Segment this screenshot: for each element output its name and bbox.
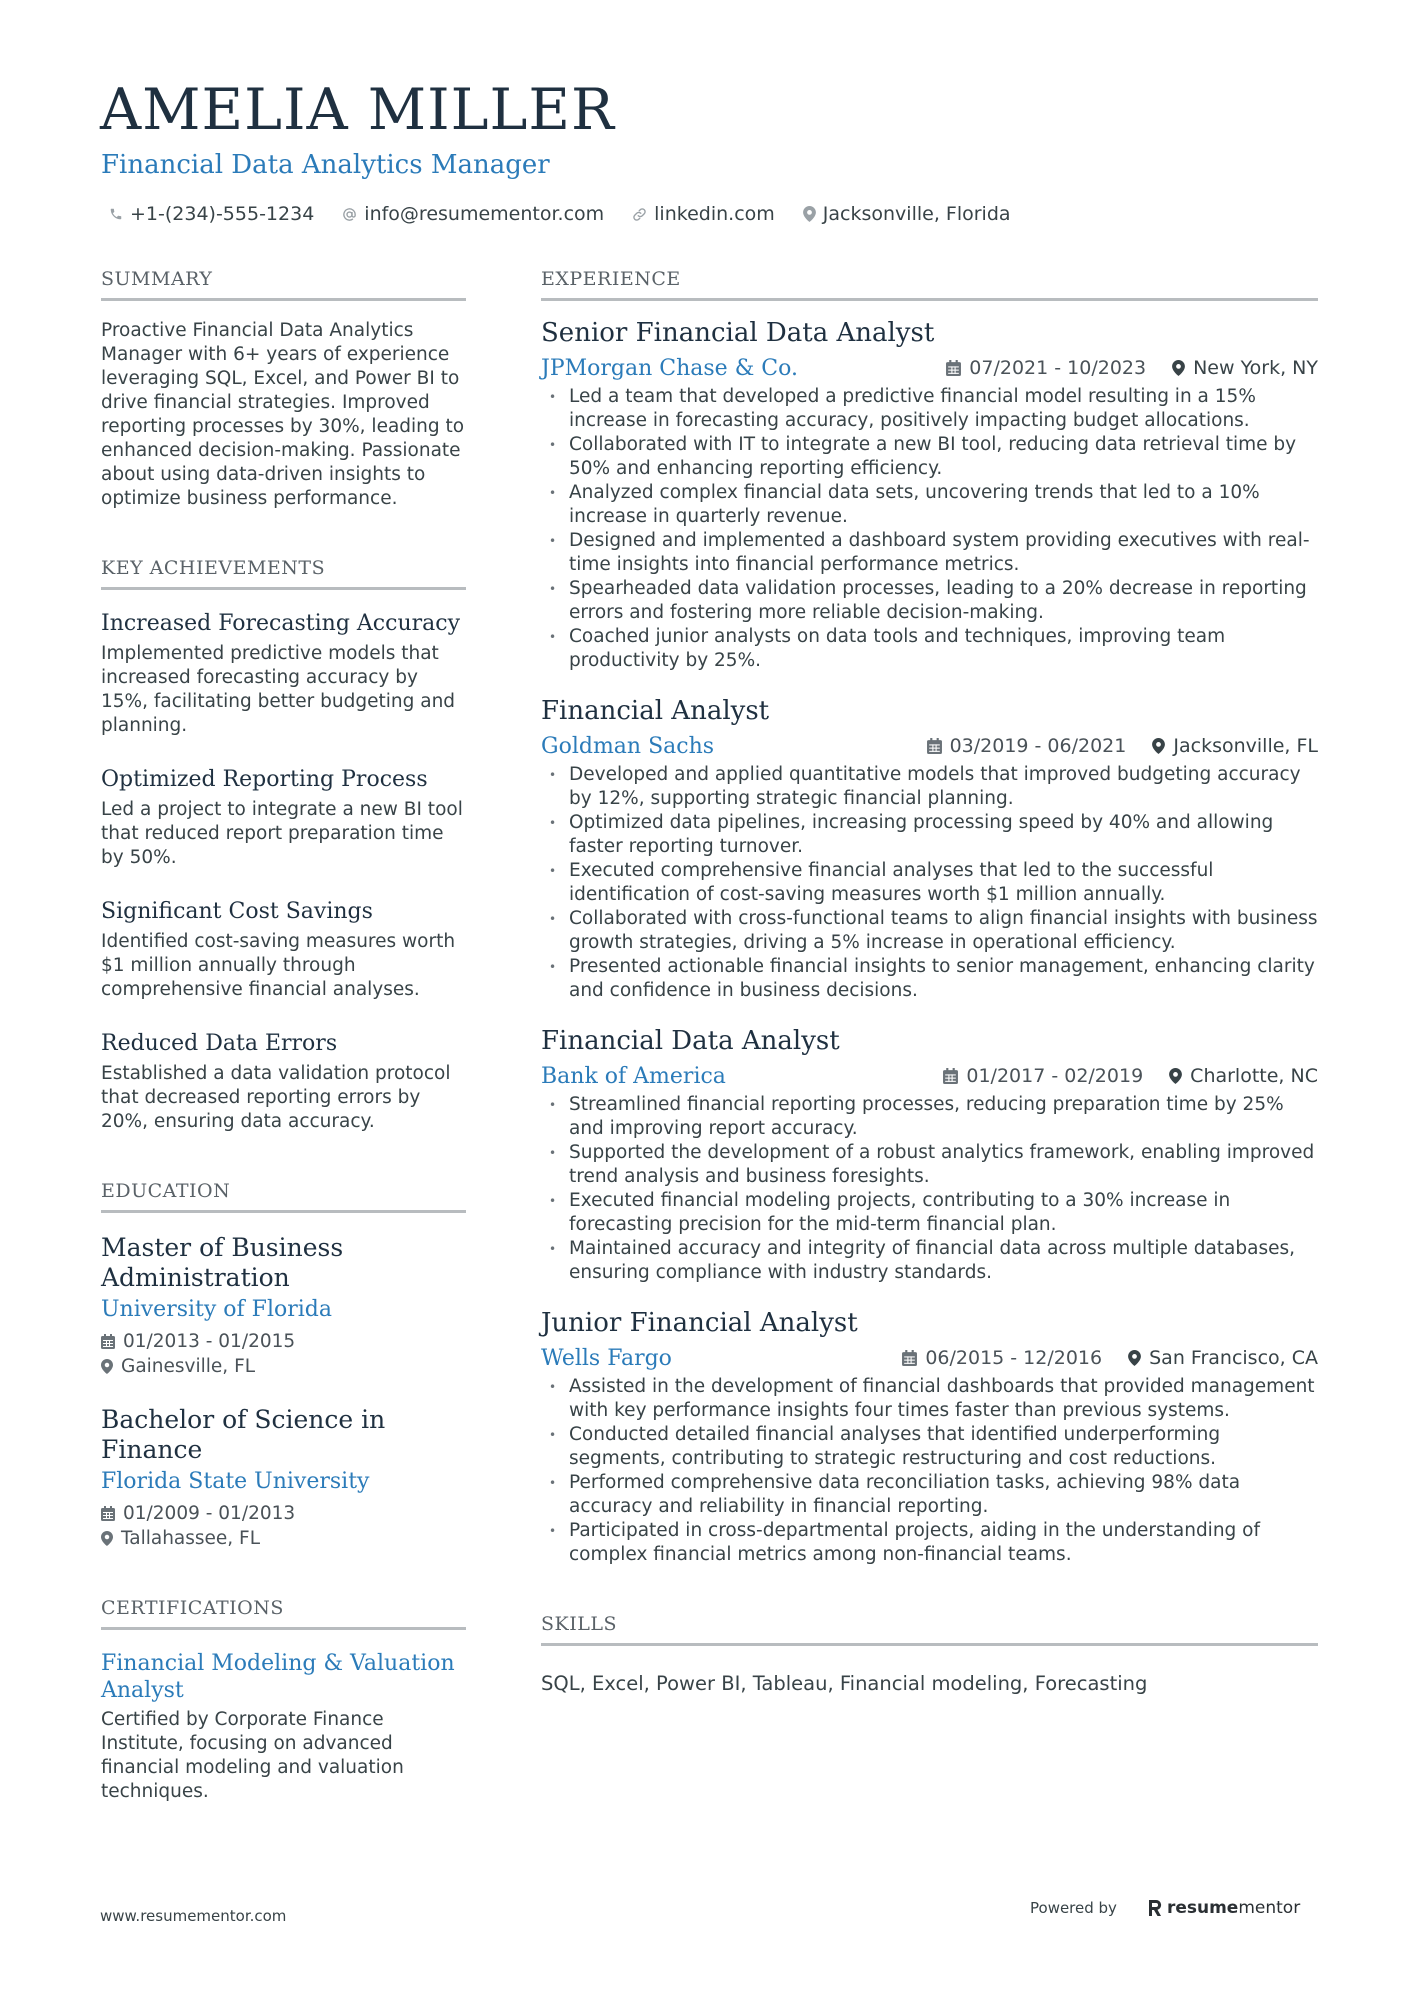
job-bullet: • Designed and implemented a dashboard system providing executives with real-time insights into financial performance metrics.	[541, 529, 1318, 577]
achievement-item	[101, 1030, 466, 1134]
achievement-text: Identified cost-saving measures worth $1 million annually through comprehensive financial analyses.	[101, 931, 456, 1000]
job-bullet: • Assisted in the development of financial dashboards that provided management with key performance insights four times faster than previous systems.	[541, 1375, 1318, 1423]
calendar-icon	[946, 360, 961, 376]
experience-section	[541, 268, 1318, 1567]
summary-text: Proactive Financial Data Analytics Manager with 6+ years of experience leveraging SQL, Excel, and Power BI to drive financial strategies. Improved reporting processes by 30%, leading to enhanced decision-making. Passionate about using data-driven insights to optimize business performance.	[101, 320, 465, 509]
job-meta-row	[541, 1343, 1318, 1373]
job-bullet: • Developed and applied quantitative models that improved budgeting accuracy by 12%, supporting strategic financial planning.	[541, 763, 1318, 811]
job-meta	[946, 357, 1318, 379]
job-dates-text: 06/2015 - 12/2016	[925, 1347, 1103, 1369]
job-location	[1169, 1065, 1318, 1087]
education-dates	[101, 1501, 466, 1526]
job-entry	[541, 1025, 1318, 1285]
powered-by-label: Powered by	[1030, 1899, 1117, 1917]
education-location	[101, 1526, 466, 1551]
map-pin-icon	[1172, 360, 1185, 376]
right-column	[541, 268, 1318, 1696]
achievement-title: Increased Forecasting Accuracy	[101, 611, 460, 636]
contact-location	[803, 203, 1011, 225]
job-dates	[946, 357, 1146, 379]
job-entry	[541, 317, 1318, 673]
job-bullets	[541, 1093, 1318, 1285]
education-heading: EDUCATION	[101, 1180, 466, 1213]
job-bullets	[541, 385, 1318, 673]
job-bullet: • Maintained accuracy and integrity of financial data across multiple databases, ensuring compliance with industry standards.	[541, 1237, 1318, 1285]
job-company: Goldman Sachs	[541, 733, 715, 759]
job-meta	[943, 1065, 1318, 1087]
achievement-title: Reduced Data Errors	[101, 1031, 338, 1056]
job-bullets	[541, 763, 1318, 1003]
job-bullet: • Executed comprehensive financial analyses that led to the successful identification of cost-saving measures worth $1 million annually.	[541, 859, 1318, 907]
education-location	[101, 1354, 466, 1379]
achievements-section	[101, 557, 466, 1134]
map-pin-icon	[1128, 1350, 1141, 1366]
job-location-text: San Francisco, CA	[1149, 1347, 1318, 1369]
calendar-icon	[943, 1068, 958, 1084]
contact-phone[interactable]	[109, 203, 314, 225]
calendar-icon	[927, 738, 942, 754]
left-column	[101, 268, 466, 1804]
candidate-name: AMELIA MILLER	[100, 77, 615, 143]
skills-heading: SKILLS	[541, 1613, 1318, 1646]
brand-name-bold: resume	[1166, 1898, 1239, 1918]
achievement-item	[101, 766, 466, 870]
achievement-item	[101, 610, 466, 738]
certifications-heading: CERTIFICATIONS	[101, 1597, 466, 1630]
job-role: Financial Data Analyst	[541, 1026, 840, 1056]
achievement-text: Established a data validation protocol that decreased reporting errors by 20%, ensuring data accuracy.	[101, 1063, 451, 1132]
job-bullet: • Analyzed complex financial data sets, uncovering trends that led to a 10% increase in quarterly revenue.	[541, 481, 1318, 529]
job-bullet: • Conducted detailed financial analyses that identified underperforming segments, contributing to strategic restructuring and cost reductions.	[541, 1423, 1318, 1471]
email-text: info@resumementor.com	[364, 203, 605, 225]
job-location	[1172, 357, 1318, 379]
job-meta	[902, 1347, 1318, 1369]
achievement-title: Significant Cost Savings	[101, 899, 373, 924]
calendar-icon	[902, 1350, 917, 1366]
education-section	[101, 1180, 466, 1551]
job-dates-text: 03/2019 - 06/2021	[949, 735, 1127, 757]
map-pin-icon	[1169, 1068, 1182, 1084]
job-dates-text: 07/2021 - 10/2023	[969, 357, 1147, 379]
job-bullet: • Coached junior analysts on data tools and techniques, improving team productivity by 25%.	[541, 625, 1318, 673]
job-bullet: • Presented actionable financial insights to senior management, enhancing clarity and confidence in business decisions.	[541, 955, 1318, 1003]
contact-bar	[109, 200, 1039, 228]
resumementor-logo-icon	[1147, 1898, 1163, 1918]
job-location-text: New York, NY	[1193, 357, 1318, 379]
job-bullet: • Supported the development of a robust analytics framework, enabling improved trend analysis and business foresights.	[541, 1141, 1318, 1189]
job-entry	[541, 695, 1318, 1003]
job-bullet: • Led a team that developed a predictive financial model resulting in a 15% increase in forecasting accuracy, positively impacting budget allocations.	[541, 385, 1318, 433]
map-pin-icon	[1152, 738, 1165, 754]
job-role: Financial Analyst	[541, 696, 770, 726]
brand-name-light: mentor	[1238, 1898, 1301, 1918]
job-location	[1128, 1347, 1318, 1369]
education-degree: Master of Business Administration	[101, 1233, 344, 1292]
education-item	[101, 1405, 466, 1551]
brand-logo[interactable]	[1147, 1898, 1300, 1918]
education-dates-text: 01/2013 - 01/2015	[123, 1331, 296, 1352]
job-meta	[927, 735, 1318, 757]
education-school: Florida State University	[101, 1469, 370, 1494]
calendar-icon	[101, 1334, 115, 1349]
job-bullet: • Optimized data pipelines, increasing processing speed by 40% and allowing faster reporting turnover.	[541, 811, 1318, 859]
location-text: Jacksonville, Florida	[822, 203, 1011, 225]
phone-text: +1-(234)-555-1234	[130, 203, 315, 225]
job-dates	[927, 735, 1127, 757]
skills-text: SQL, Excel, Power BI, Tableau, Financial modeling, Forecasting	[541, 1672, 1148, 1695]
job-location-text: Charlotte, NC	[1190, 1065, 1318, 1087]
job-company: Wells Fargo	[541, 1345, 672, 1371]
job-company: JPMorgan Chase & Co.	[541, 355, 798, 381]
job-bullet: • Collaborated with IT to integrate a new BI tool, reducing data retrieval time by 50% and enhancing reporting efficiency.	[541, 433, 1318, 481]
job-dates	[902, 1347, 1102, 1369]
at-icon	[342, 207, 357, 222]
achievement-title: Optimized Reporting Process	[101, 767, 428, 792]
job-role: Junior Financial Analyst	[541, 1308, 858, 1338]
job-meta-row	[541, 353, 1318, 383]
job-bullet: • Spearheaded data validation processes, leading to a 20% decrease in reporting errors and fostering more reliable decision-making.	[541, 577, 1318, 625]
skills-section	[541, 1613, 1318, 1696]
job-bullet: • Participated in cross-departmental projects, aiding in the understanding of complex financial metrics among non-financial teams.	[541, 1519, 1318, 1567]
job-entry	[541, 1307, 1318, 1567]
certification-text: Certified by Corporate Finance Institute, focusing on advanced financial modeling and valuation techniques.	[101, 1709, 404, 1802]
calendar-icon	[101, 1506, 115, 1521]
candidate-title: Financial Data Analytics Manager	[101, 150, 550, 180]
education-dates	[101, 1329, 466, 1354]
education-location-text: Tallahassee, FL	[121, 1528, 261, 1549]
job-bullets	[541, 1375, 1318, 1567]
experience-heading: EXPERIENCE	[541, 268, 1318, 301]
job-location	[1152, 735, 1318, 757]
achievements-heading: KEY ACHIEVEMENTS	[101, 557, 466, 590]
summary-heading: SUMMARY	[101, 268, 466, 301]
link-icon	[632, 207, 647, 222]
linkedin-text: linkedin.com	[654, 203, 775, 225]
job-role: Senior Financial Data Analyst	[541, 318, 935, 348]
summary-section	[101, 268, 466, 511]
job-bullet: • Executed financial modeling projects, contributing to a 30% increase in forecasting precision for the mid-term financial plan.	[541, 1189, 1318, 1237]
map-pin-icon	[101, 1531, 113, 1546]
education-item	[101, 1233, 466, 1379]
certification-item	[101, 1650, 466, 1804]
education-dates-text: 01/2009 - 01/2013	[123, 1503, 296, 1524]
job-dates	[943, 1065, 1143, 1087]
job-meta-row	[541, 1061, 1318, 1091]
job-bullet: • Performed comprehensive data reconciliation tasks, achieving 98% data accuracy and reliability in financial reporting.	[541, 1471, 1318, 1519]
job-dates-text: 01/2017 - 02/2019	[966, 1065, 1144, 1087]
education-school: University of Florida	[101, 1297, 332, 1322]
achievement-text: Led a project to integrate a new BI tool that reduced report preparation time by 50%.	[101, 799, 463, 868]
certification-title: Financial Modeling & Valuation Analyst	[101, 1651, 455, 1703]
achievement-item	[101, 898, 466, 1002]
map-pin-icon	[101, 1359, 113, 1374]
job-meta-row	[541, 731, 1318, 761]
job-bullet: • Streamlined financial reporting processes, reducing preparation time by 25% and improving report accuracy.	[541, 1093, 1318, 1141]
job-location-text: Jacksonville, FL	[1173, 735, 1318, 757]
job-bullet: • Collaborated with cross-functional teams to align financial insights with business growth strategies, driving a 5% increase in operational efficiency.	[541, 907, 1318, 955]
contact-email[interactable]	[342, 203, 604, 225]
map-pin-icon	[803, 206, 816, 222]
education-location-text: Gainesville, FL	[121, 1356, 256, 1377]
achievement-text: Implemented predictive models that increased forecasting accuracy by 15%, facilitating better budgeting and planning.	[101, 643, 456, 736]
education-degree: Bachelor of Science in Finance	[101, 1405, 386, 1464]
certifications-section	[101, 1597, 466, 1804]
footer-branding	[1030, 1898, 1300, 1918]
phone-icon	[109, 207, 123, 221]
contact-linkedin[interactable]	[632, 203, 775, 225]
footer-website[interactable]: www.resumementor.com	[100, 1907, 287, 1925]
job-company: Bank of America	[541, 1063, 726, 1089]
